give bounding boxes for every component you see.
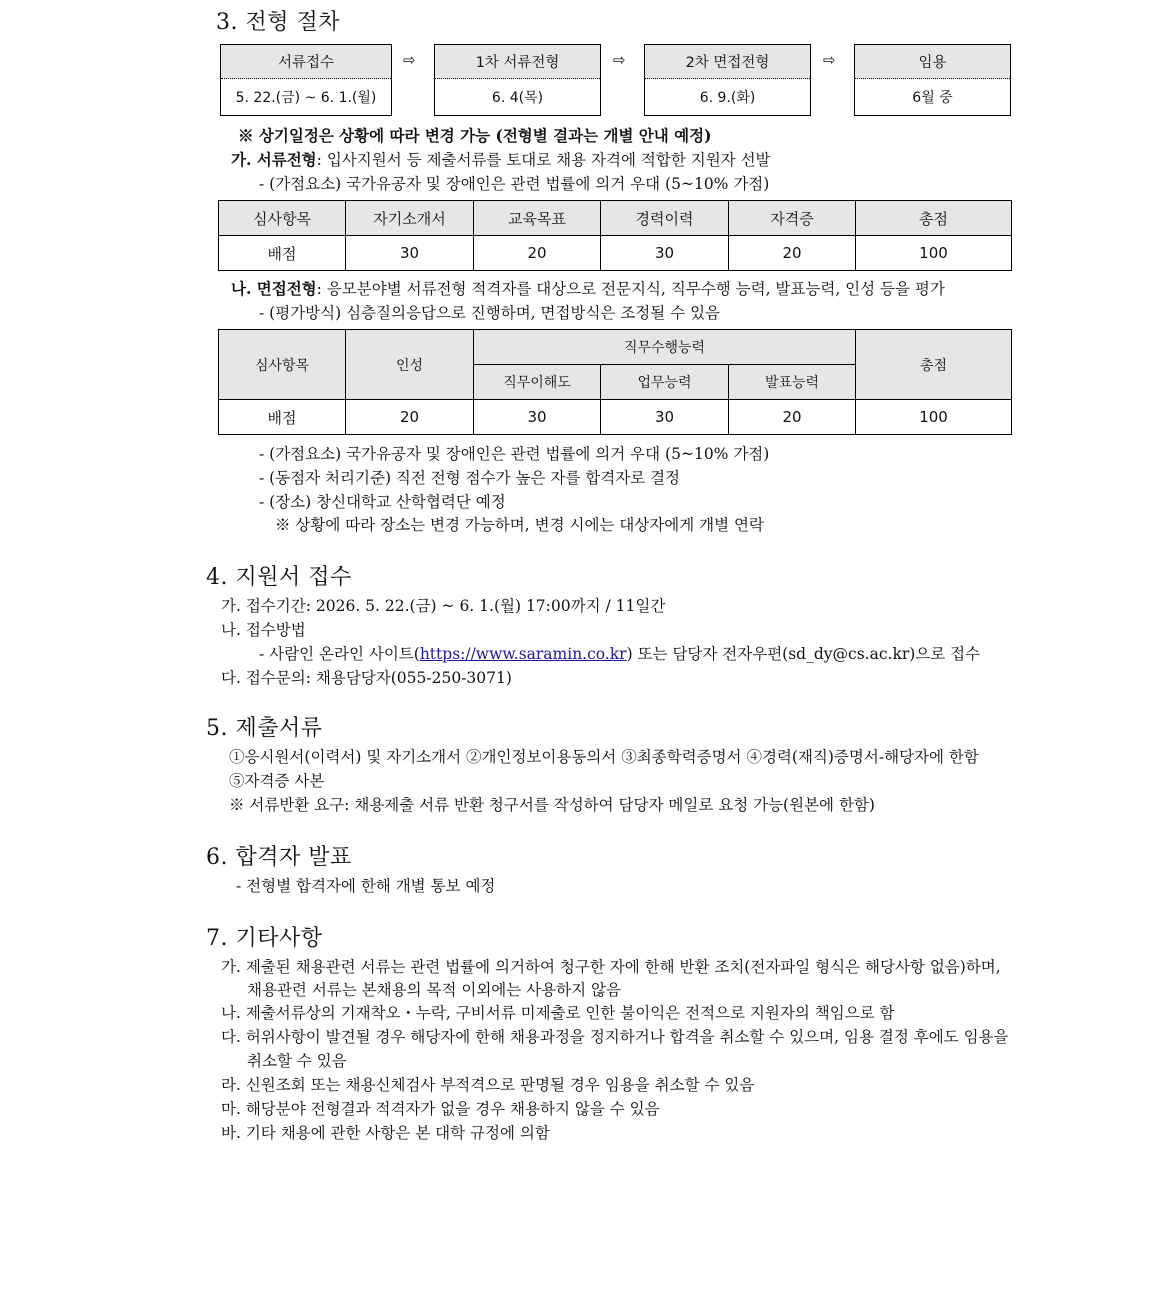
section6-title: 6. 합격자 발표: [206, 845, 352, 870]
table-header: 경력이력: [601, 201, 729, 236]
schedule-note: ※ 상기일정은 상황에 따라 변경 가능 (전형별 결과는 개별 안내 예정): [238, 126, 712, 145]
doc-screening-line: [231, 148, 771, 170]
table-header: 총점: [856, 201, 1012, 236]
doc-screening-heading: 가. 서류전형: [231, 150, 317, 169]
table-cell: 20: [729, 236, 856, 271]
step-application: [220, 44, 392, 116]
score-table-documents: [218, 200, 1012, 271]
table-header: 교육목표: [474, 201, 601, 236]
note-tiebreak: - (동점자 처리기준) 직전 전형 점수가 높은 자를 합격자로 결정: [259, 469, 681, 487]
saramin-link[interactable]: https://www.saramin.co.kr: [419, 645, 627, 663]
application-period: 가. 접수기간: 2026. 5. 22.(금) ~ 6. 1.(월) 17:00까지 / 11일간: [221, 597, 666, 615]
table-cell: 100: [856, 400, 1012, 435]
step-label: 1차 서류전형: [435, 45, 600, 79]
step-document-screening: [434, 44, 601, 116]
step-label: 서류접수: [221, 45, 391, 79]
step-date: 6월 중: [912, 90, 953, 106]
step-date: 5. 22.(금) ~ 6. 1.(월): [235, 90, 377, 106]
misc-item-continued: 취소할 수 있음: [247, 1052, 347, 1070]
misc-item-continued: 채용관련 서류는 본채용의 목적 이외에는 사용하지 않음: [247, 981, 621, 999]
note-bonus: - (가점요소) 국가유공자 및 장애인은 관련 법률에 의거 우대 (5~10% 가점): [259, 445, 770, 463]
interview-line: [231, 277, 945, 299]
method-prefix: - 사람인 온라인 사이트(: [259, 645, 420, 663]
table-header: 심사항목: [219, 201, 346, 236]
section3-title: 3. 전형 절차: [216, 10, 340, 35]
application-method: [259, 642, 980, 664]
misc-item: 라. 신원조회 또는 채용신체검사 부적격으로 판명될 경우 임용을 취소할 수 있음: [221, 1076, 755, 1094]
table-cell: 20: [729, 400, 856, 435]
doc-screening-text: : 입사지원서 등 제출서류를 토대로 채용 자격에 적합한 지원자 선발: [316, 151, 771, 169]
misc-item: 가. 제출된 채용관련 서류는 관련 법률에 의거하여 청구한 자에 한해 반환 조치(전자파일 형식은 해당사항 없음)하며,: [221, 958, 1001, 976]
table-header: 인성: [346, 330, 474, 400]
result-announcement: - 전형별 합격자에 한해 개별 통보 예정: [236, 877, 496, 895]
table-cell: 100: [856, 236, 1012, 271]
score-table-interview: [218, 329, 1012, 435]
table-subheader: 발표능력: [729, 365, 856, 400]
step-date: 6. 4(목): [491, 90, 544, 106]
interview-text: : 응모분야별 서류전형 적격자를 대상으로 전문지식, 직무수행 능력, 발표능력, 인성 등을 평가: [316, 280, 945, 298]
table-subheader: 직무이해도: [474, 365, 601, 400]
table-cell: 30: [601, 400, 729, 435]
table-header: 총점: [856, 330, 1012, 400]
step-appointment: [854, 44, 1011, 116]
table-header: 자격증: [729, 201, 856, 236]
interview-method: - (평가방식) 심층질의응답으로 진행하며, 면접방식은 조정될 수 있음: [259, 304, 721, 322]
arrow-right-icon: ⇨: [403, 51, 416, 69]
misc-item: 바. 기타 채용에 관한 사항은 본 대학 규정에 의함: [221, 1124, 550, 1142]
doc-screening-bonus: - (가점요소) 국가유공자 및 장애인은 관련 법률에 의거 우대 (5~10% 가점): [259, 175, 770, 193]
table-cell: 배점: [219, 236, 346, 271]
table-cell: 20: [474, 236, 601, 271]
section4-title: 4. 지원서 접수: [206, 565, 352, 590]
arrow-right-icon: ⇨: [613, 51, 626, 69]
arrow-right-icon: ⇨: [823, 51, 836, 69]
note-location: - (장소) 창신대학교 산학협력단 예정: [259, 493, 506, 511]
table-header-group: 직무수행능력: [474, 330, 856, 365]
application-inquiry: 다. 접수문의: 채용담당자(055-250-3071): [221, 669, 512, 687]
application-method-label: 나. 접수방법: [221, 621, 306, 639]
table-cell: 30: [346, 236, 474, 271]
step-label: 임용: [855, 45, 1010, 79]
interview-heading: 나. 면접전형: [231, 279, 317, 298]
section7-title: 7. 기타사항: [206, 926, 323, 951]
documents-list-line1: ①응시원서(이력서) 및 자기소개서 ②개인정보이용동의서 ③최종학력증명서 ④경력(재직)증명서-해당자에 한함: [229, 748, 979, 766]
table-subheader: 업무능력: [601, 365, 729, 400]
misc-item: 다. 허위사항이 발견될 경우 해당자에 한해 채용과정을 정지하거나 합격을 취소할 수 있으며, 임용 결정 후에도 임용을: [221, 1028, 1009, 1046]
documents-return-note: ※ 서류반환 요구: 채용제출 서류 반환 청구서를 작성하여 담당자 메일로 요청 가능(원본에 한함): [229, 796, 875, 814]
table-cell: 배점: [219, 400, 346, 435]
method-suffix: ) 또는 담당자 전자우편(sd_dy@cs.ac.kr)으로 접수: [626, 645, 981, 663]
table-cell: 30: [601, 236, 729, 271]
documents-list-line2: ⑤자격증 사본: [229, 772, 325, 790]
step-interview: [644, 44, 811, 116]
step-label: 2차 면접전형: [645, 45, 810, 79]
table-header: 자기소개서: [346, 201, 474, 236]
step-date: 6. 9.(화): [699, 90, 756, 106]
table-cell: 20: [346, 400, 474, 435]
table-header: 심사항목: [219, 330, 346, 400]
misc-item: 나. 제출서류상의 기재착오・누락, 구비서류 미제출로 인한 불이익은 전적으로 지원자의 책임으로 함: [221, 1004, 895, 1022]
misc-item: 마. 해당분야 전형결과 적격자가 없을 경우 채용하지 않을 수 있음: [221, 1100, 660, 1118]
section5-title: 5. 제출서류: [206, 716, 323, 741]
table-cell: 30: [474, 400, 601, 435]
note-location-change: ※ 상황에 따라 장소는 변경 가능하며, 변경 시에는 대상자에게 개별 연락: [275, 516, 764, 534]
